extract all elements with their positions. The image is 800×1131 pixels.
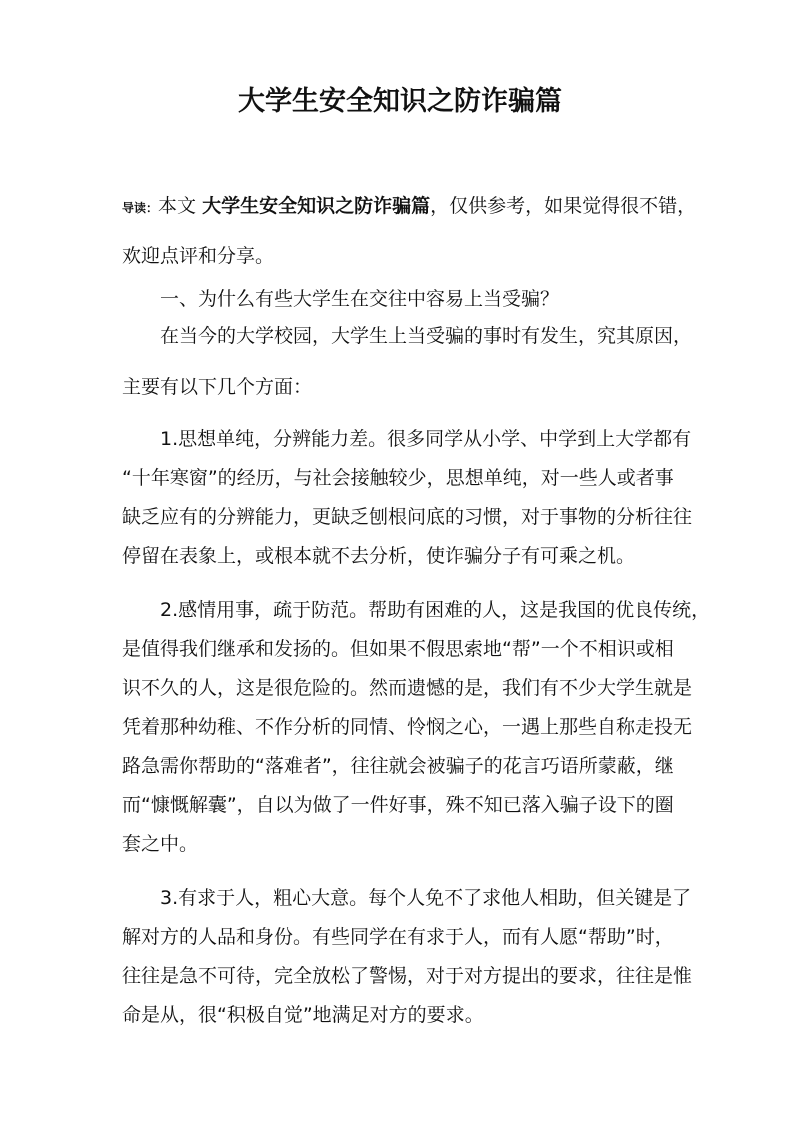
lead-line-1 bbox=[122, 193, 696, 221]
paragraph3-line-2: 解对方的人品和身份。有些同学在有求于人，而有人愿“帮助”时， bbox=[122, 926, 674, 948]
paragraph3-line-3: 往往是急不可待，完全放松了警惕，对于对方提出的要求，往往是惟 bbox=[122, 965, 693, 987]
paragraph2-line-4: 凭着那种幼稚、不作分析的同情、怜悯之心，一遇上那些自称走投无 bbox=[122, 716, 693, 738]
lead-prefix: 本文 bbox=[158, 195, 203, 217]
lead-line-2: 欢迎点评和分享。 bbox=[122, 245, 275, 267]
paragraph2-line-6: 而“慷慨解囊”，自以为做了一件好事，殊不知已落入骗子设下的圈 bbox=[122, 794, 674, 816]
paragraph1-line-4: 停留在表象上，或根本就不去分析，使诈骗分子有可乘之机。 bbox=[122, 545, 636, 567]
lead-emphasis: 大学生安全知识之防诈骗篇 bbox=[202, 195, 431, 217]
paragraph3-line-1: 3.有求于人，粗心大意。每个人免不了求他人相助，但关键是了 bbox=[160, 887, 692, 909]
paragraph2-line-1: 2.感情用事，疏于防范。帮助有困难的人，这是我国的优良传统， bbox=[160, 599, 711, 621]
paragraph1-line-1: 1.思想单纯，分辨能力差。很多同学从小学、中学到上大学都有 bbox=[160, 428, 692, 450]
document-title: 大学生安全知识之防诈骗篇 bbox=[238, 86, 562, 117]
intro-line-2: 主要有以下几个方面： bbox=[122, 376, 313, 398]
intro-line-1: 在当今的大学校园，大学生上当受骗的事时有发生，究其原因， bbox=[160, 325, 693, 347]
paragraph2-line-2: 是值得我们继承和发扬的。但如果不假思索地“帮”一个不相识或相 bbox=[122, 638, 674, 660]
paragraph1-line-3: 缺乏应有的分辨能力，更缺乏刨根问底的习惯，对于事物的分析往往 bbox=[122, 506, 693, 528]
paragraph2-line-7: 套之中。 bbox=[122, 833, 199, 855]
paragraph2-line-3: 识不久的人，这是很危险的。然而遗憾的是，我们有不少大学生就是 bbox=[122, 677, 693, 699]
paragraph2-line-5: 路急需你帮助的“落难者”，往往就会被骗子的花言巧语所蒙蔽，继 bbox=[122, 755, 674, 777]
paragraph3-line-4: 命是从，很“积极自觉”地满足对方的要求。 bbox=[122, 1004, 484, 1026]
paragraph1-line-2: “十年寒窗”的经历，与社会接触较少，思想单纯，对一些人或者事 bbox=[122, 467, 674, 489]
lead-suffix: ，仅供参考，如果觉得很不错， bbox=[430, 195, 697, 217]
section-heading: 一、为什么有些大学生在交往中容易上当受骗？ bbox=[160, 288, 560, 310]
lead-label: 导读： bbox=[122, 201, 159, 215]
